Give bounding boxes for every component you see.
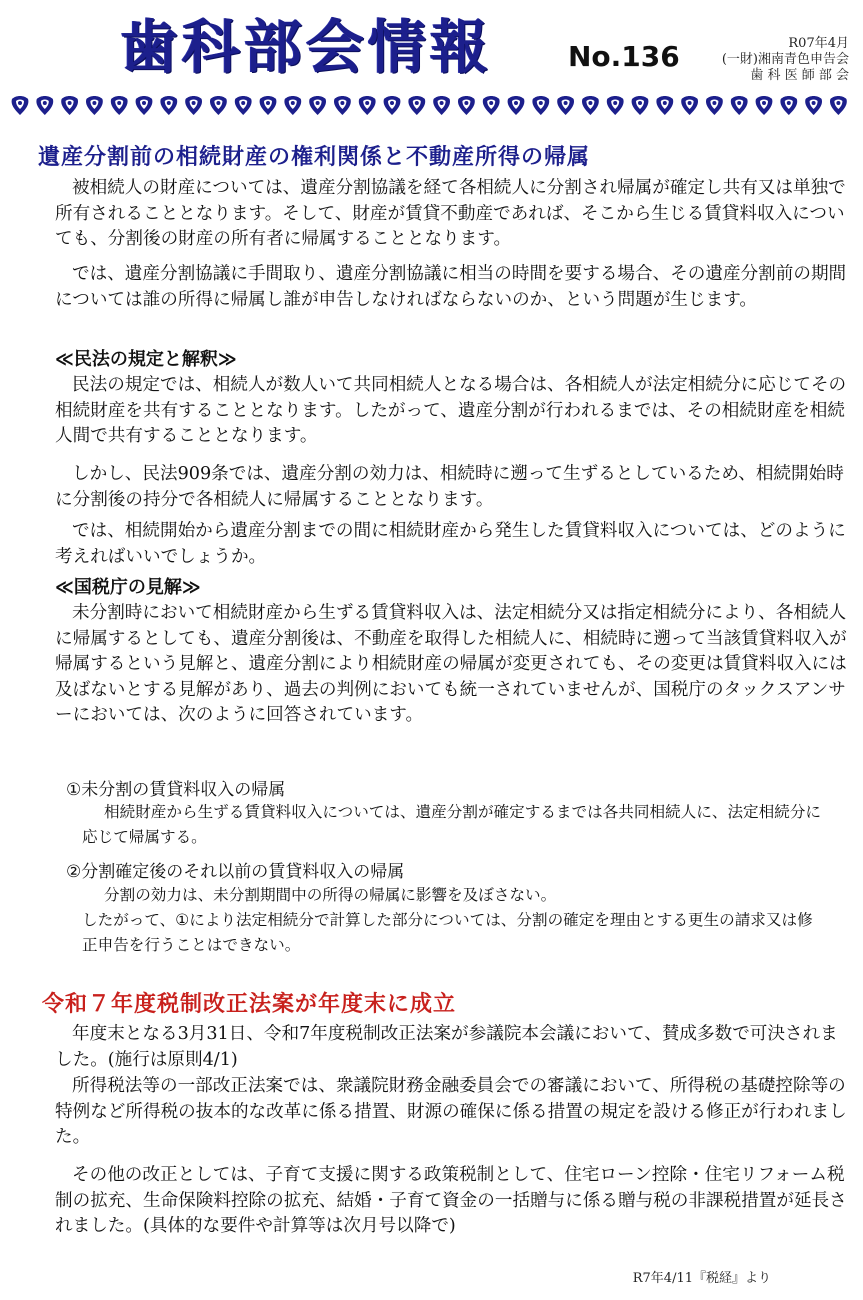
ornament-motif [532,96,549,115]
ornament-motif [111,96,128,115]
source-citation: R7年4/11『税経』より [632,1271,771,1286]
ornament-motif [681,96,698,115]
ornament-motif [706,96,723,115]
item1-body [82,800,822,850]
ornament-motif [160,96,177,115]
ornament-motif [656,96,673,115]
item1-body-text: 相続財産から生ずる賃貸料収入については、遺産分割が確定するまでは各共同相続人に、法定相続分に応じて帰属する。 [82,803,822,846]
item2-body-line2: したがって、①により法定相続分で計算した部分については、分割の確定を理由とする更生の請求又は修正申告を行うことはできない。 [82,911,813,954]
article1-paragraph-1 [55,176,855,253]
article2-paragraph-2 [55,1074,855,1151]
ornament-motif [284,96,301,115]
ornament-motif [61,96,78,115]
ornament-motif [185,96,202,115]
article1-paragraph-2-text: では、遺産分割協議に手間取り、遺産分割協議に相当の時間を要する場合、その遺産分割前の期間については誰の所得に帰属し誰が申告しなければならないのか、という問題が生じます。 [55,264,847,310]
civil-law-paragraph-3-text: では、相続開始から遺産分割までの間に相続財産から発生した賃貸料収入については、どのように考えればいいでしょうか。 [55,521,846,567]
ornament-motif [260,96,277,115]
ornament-border [10,95,855,117]
issue-date: R07年4月 [788,36,849,51]
organization-name: (一財)湘南青色申告会 [721,52,849,67]
newsletter-title: 歯科部会情報 [120,13,493,81]
ornament-motif [458,96,475,115]
ornament-motif [408,96,425,115]
ornament-motif [557,96,574,115]
article2-paragraph-1-text: 年度末となる3月31日、令和7年度税制改正法案が参議院本会議において、賛成多数で可決されました。(施行は原則4/1) [55,1024,838,1070]
ornament-motif [433,96,450,115]
nta-view-paragraph [55,601,855,729]
ornament-motif [483,96,500,115]
article2-paragraph-3-text: その他の改正としては、子育て支援に関する政策税制として、住宅ローン控除・住宅リフォーム税制の拡充、生命保険料控除の拡充、結婚・子育て資金の一括贈与に係る贈与税の非課税措置が延長されました。(具体的な要件や計算等は次月号以降で) [55,1165,847,1236]
ornament-motif [632,96,649,115]
civil-law-paragraph-1 [55,373,855,450]
item2-heading: ②分割確定後のそれ以前の賃貸料収入の帰属 [66,862,405,882]
civil-law-paragraph-3 [55,519,855,570]
article1-title: 遺産分割前の相続財産の権利関係と不動産所得の帰属 [38,145,591,170]
ornament-motif [12,96,29,115]
ornament-motif [36,96,53,115]
item2-body [82,883,822,958]
item2-body-line1: 分割の効力は、未分割期間中の所得の帰属に影響を及ぼさない。 [104,886,557,904]
publisher-block [722,36,849,84]
ornament-motif [582,96,599,115]
civil-law-paragraph-1-text: 民法の規定では、相続人が数人いて共同相続人となる場合は、各相続人が法定相続分に応じてその相続財産を共有することとなります。したがって、遺産分割が行われるまでは、その相続財産を相続人間で共有することとなります。 [55,375,847,446]
ornament-motif [756,96,773,115]
ornament-motif [805,96,822,115]
ornament-motif [359,96,376,115]
nta-view-paragraph-text: 未分割時において相続財産から生ずる賃貸料収入は、法定相続分又は指定相続分により、各相続人に帰属するとしても、遺産分割後は、不動産を取得した相続人に、相続時に遡って当該賃貸料収入が帰属するという見解と、遺産分割により相続財産の帰属が変更されても、その変更は賃貸料収入には及ばないとする見解があり、過去の判例においても統一されていませんが、国税庁のタックスアンサーにおいては、次のように回答されています。 [55,603,847,725]
article1-paragraph-2 [55,262,855,313]
ornament-motif [334,96,351,115]
civil-law-paragraph-2-text: しかし、民法909条では、遺産分割の効力は、相続時に遡って生ずるとしているため、相続開始時に分割後の持分で各相続人に帰属することとなります。 [55,464,844,510]
ornament-motif [384,96,401,115]
item1-heading: ①未分割の賃貸料収入の帰属 [66,780,286,800]
ornament-motif [780,96,797,115]
ornament-motif [607,96,624,115]
article2-paragraph-3 [55,1163,855,1240]
section-nta-view-heading: ≪国税庁の見解≫ [55,577,201,598]
article2-title: 令和７年度税制改正法案が年度末に成立 [42,992,457,1017]
article2-paragraph-2-text: 所得税法等の一部改正法案では、衆議院財務金融委員会での審議において、所得税の基礎控除等の特例など所得税の抜本的な改革に係る措置、財源の確保に係る措置の規定を設ける修正が行われました。 [55,1076,847,1147]
ornament-motif [731,96,748,115]
ornament-motif [235,96,252,115]
masthead [0,0,863,83]
article1-paragraph-1-text: 被相続人の財産については、遺産分割協議を経て各相続人に分割され帰属が確定し共有又は単独で所有されることとなります。そして、財産が賃貸不動産であれば、そこから生じる賃貸料収入についても、分割後の財産の所有者に帰属することとなります。 [55,178,846,249]
article2-paragraph-1 [55,1022,855,1073]
issue-number: No.136 [568,40,680,73]
ornament-motif [508,96,525,115]
ornament-motif [830,96,847,115]
civil-law-paragraph-2 [55,462,855,513]
section-civil-law-heading: ≪民法の規定と解釈≫ [55,349,237,370]
ornament-motif [210,96,227,115]
department-name: 歯 科 医 師 部 会 [750,68,849,83]
ornament-motif [136,96,153,115]
ornament-motif [309,96,326,115]
ornament-motif [86,96,103,115]
